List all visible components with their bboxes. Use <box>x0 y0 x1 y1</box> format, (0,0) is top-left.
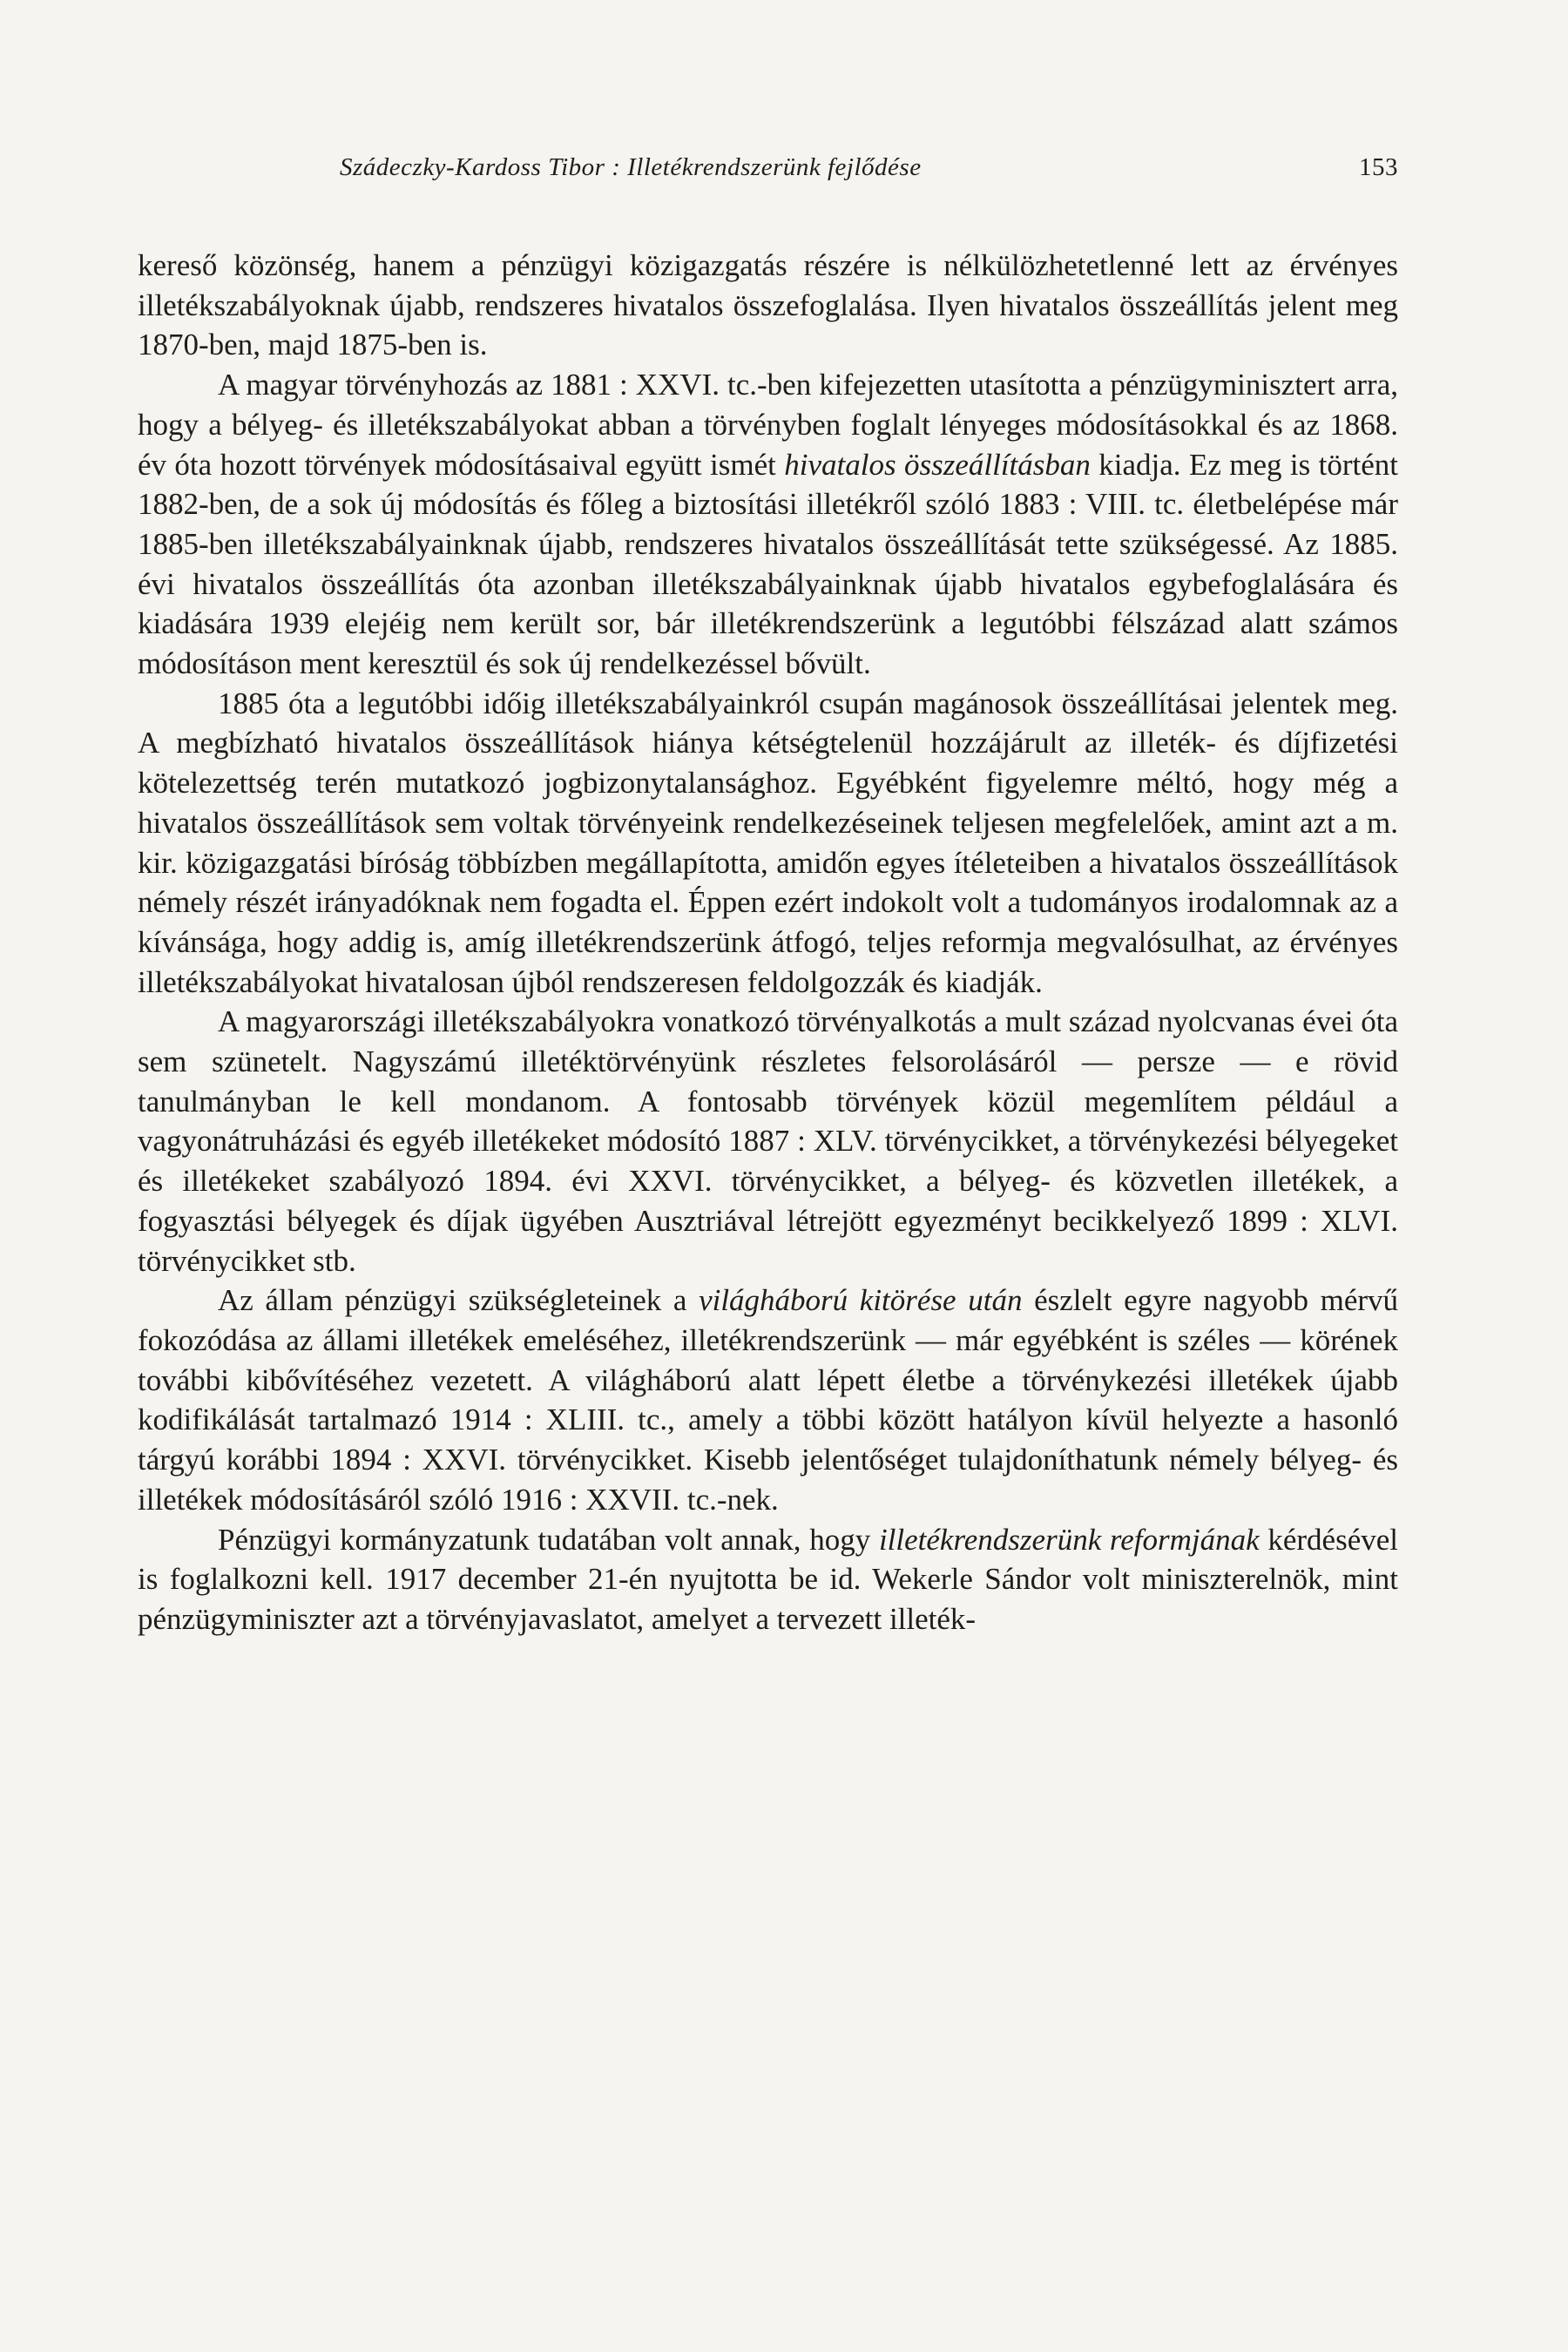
italic-emphasis: világháború kitörése után <box>699 1283 1023 1318</box>
body-text <box>138 246 1398 1639</box>
italic-emphasis: illetékrendszerünk reformjának <box>878 1522 1260 1557</box>
paragraph-6 <box>138 1520 1398 1639</box>
page-number: 153 <box>1359 153 1398 181</box>
paragraph-2 <box>138 365 1398 684</box>
running-head <box>340 150 1398 185</box>
paragraph-text: kérdésével is foglalkozni kell. 1917 december 21-én nyujtotta be id. Wekerle Sándor volt miniszterelnök, mint pénzügyminiszter azt a törvényjavaslatot, amelyet a tervezett illeték- <box>138 1522 1398 1636</box>
paragraph-text: kiadja. Ez meg is történt 1882-ben, de a sok új módosítás és főleg a biztosítási illetékről szóló 1883 : VIII. tc. életbelépése már 1885-ben illetékszabályainknak újabb, rendszeres hivatalos összeállítását tette szükségessé. Az 1885. évi hivatalos összeállítás óta azonban illetékszabályainknak újabb hivatalos egybefoglalására és kiadására 1939 elejéig nem került sor, bár illetékrendszerünk a legutóbbi félszázad alatt számos módosításon ment keresztül és sok új rendelkezéssel bővült. <box>138 447 1398 681</box>
paragraph-1 <box>138 246 1398 365</box>
paragraph-4 <box>138 1002 1398 1281</box>
paragraph-text: Pénzügyi kormányzatunk tudatában volt annak, hogy <box>218 1522 879 1557</box>
paragraph-text: A magyar törvényhozás az 1881 : XXVI. tc.-ben kifejezetten utasította a pénzügyminisztert arra, hogy a bélyeg- és illetékszabályokat abban a törvényben foglalt lényeges módosításokkal és az 1868. év óta hozott törvények módosításaival együtt ismét <box>138 368 1398 482</box>
paragraph-text: 1885 óta a legutóbbi időig illetékszabályainkról csupán magánosok összeállításai jelentek meg. A megbízható hivatalos összeállítások hiánya kétségtelenül hozzájárult az illeték- és díjfizetési kötelezettség terén mutatkozó jogbizonytalansághoz. Egyébként figyelemre méltó, hogy még a hivatalos összeállítások sem voltak törvényeink rendelkezéseinek teljesen megfelelőek, amint azt a m. kir. közigazgatási bíróság többízben megállapította, amidőn egyes ítéleteiben a hivatalos összeállítások némely részét irányadóknak nem fogadta el. Éppen ezért indokolt volt a tudományos irodalomnak az a kívánsága, hogy addig is, amíg illetékrendszerünk átfogó, teljes reformja megvalósulhat, az érvényes illetékszabályokat hivatalosan újból rendszeresen feldolgozzák és kiadják. <box>138 686 1398 999</box>
paragraph-3 <box>138 684 1398 1003</box>
paragraph-text: észlelt egyre nagyobb mérvű fokozódása az állami illetékek emeléséhez, illetékrendszerünk — már egyébként is széles — körének további kibővítéséhez vezetett. A világháború alatt lépett életbe a törvénykezési illetékek újabb kodifikálását tartalmazó 1914 : XLIII. tc., amely a többi között hatályon kívül helyezte a hasonló tárgyú korábbi 1894 : XXVI. törvénycikket. Kisebb jelentőséget tulajdoníthatunk némely bélyeg- és illetékek módosításáról szóló 1916 : XXVII. tc.-nek. <box>138 1283 1399 1517</box>
paragraph-text: A magyarországi illetékszabályokra vonatkozó törvényalkotás a mult század nyolcvanas évei óta sem szünetelt. Nagyszámú illetéktörvényünk részletes felsorolásáról — persze — e rövid tanulmányban le kell mondanom. A fontosabb törvények közül megemlítem például a vagyonátruházási és egyéb illetékeket módosító 1887 : XLV. törvénycikket, a törvénykezési bélyegeket és illetékeket szabályozó 1894. évi XXVI. törvénycikket, a bélyeg- és közvetlen illetékek, a fogyasztási bélyegek és díjak ügyében Ausztriával létrejött egyezményt becikkelyező 1899 : XLVI. törvénycikket stb. <box>138 1004 1398 1278</box>
italic-emphasis: hivatalos összeállításban <box>784 447 1091 482</box>
paragraph-5 <box>138 1281 1398 1519</box>
paragraph-text: Az állam pénzügyi szükségleteinek a <box>218 1283 700 1318</box>
paragraph-text: kereső közönség, hanem a pénzügyi közigazgatás részére is nélkülözhetetlenné lett az érvényes illetékszabályoknak újabb, rendszeres hivatalos összefoglalása. Ilyen hivatalos összeállítás jelent meg 1870-ben, majd 1875-ben is. <box>138 248 1398 362</box>
running-title: Szádeczky-Kardoss Tibor : Illetékrendszerünk fejlődése <box>340 153 922 181</box>
